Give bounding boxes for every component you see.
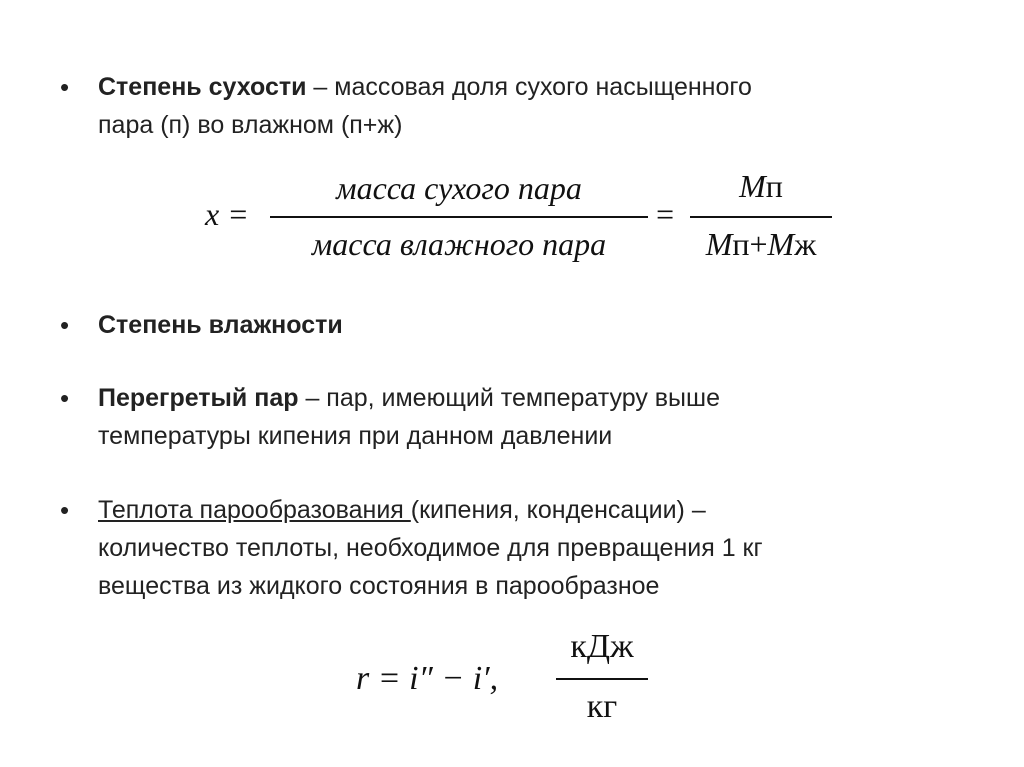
bullet-wetness [98,306,343,344]
term-superheated: Перегретый пар [98,384,299,412]
plus-sign: + [749,226,768,262]
definition-vaporization-heat: (кипения, конденсации) – [410,496,706,524]
formula-dryness-denominator2 [684,226,838,263]
definition-vaporization-heat-line2: количество теплоты, необходимое для превращения 1 кг [98,534,763,562]
mass-subscript-p: п [765,168,783,204]
formula-vaporization-heat: r = i″ − i′, [356,660,499,697]
formula-dryness-denominator: масса влажного пара [311,226,607,262]
formula-dryness-lhs: x = [205,196,249,232]
bullet-point: • [60,72,70,102]
bullet-superheated [98,379,720,455]
mass-symbol: М [767,226,795,262]
fraction-bar-2 [690,216,832,218]
definition-superheated-line2: температуры кипения при данном давлении [98,422,613,450]
term-wetness: Степень влажности [98,311,343,339]
formula-dryness-numerator: масса сухого пара [336,170,582,206]
term-dryness: Степень сухости [98,73,307,101]
mass-symbol: М [705,226,733,262]
fraction-bar [270,216,648,218]
bullet-vaporization-heat [98,491,763,605]
mass-subscript-p: п [732,226,750,262]
bullet-point: • [60,495,70,525]
unit-numerator: кДж [570,628,634,665]
bullet-dryness [98,68,752,144]
bullet-point: • [60,310,70,340]
definition-dryness: – массовая доля сухого насыщенного [306,73,752,101]
formula-dryness-equals: = [654,196,676,232]
definition-superheated: – пар, имеющий температуру выше [298,384,720,412]
bullet-point: • [60,383,70,413]
term-vaporization-heat: Теплота парообразования [98,496,411,524]
definition-vaporization-heat-line3: вещества из жидкого состояния в парообразное [98,572,660,600]
definition-dryness-line2: пара (п) во влажном (п+ж) [98,111,403,139]
unit-fraction-bar [556,678,648,680]
mass-subscript-zh: ж [794,226,817,262]
mass-symbol: М [739,168,766,204]
formula-dryness-numerator2 [690,168,832,205]
unit-denominator: кг [586,688,618,725]
